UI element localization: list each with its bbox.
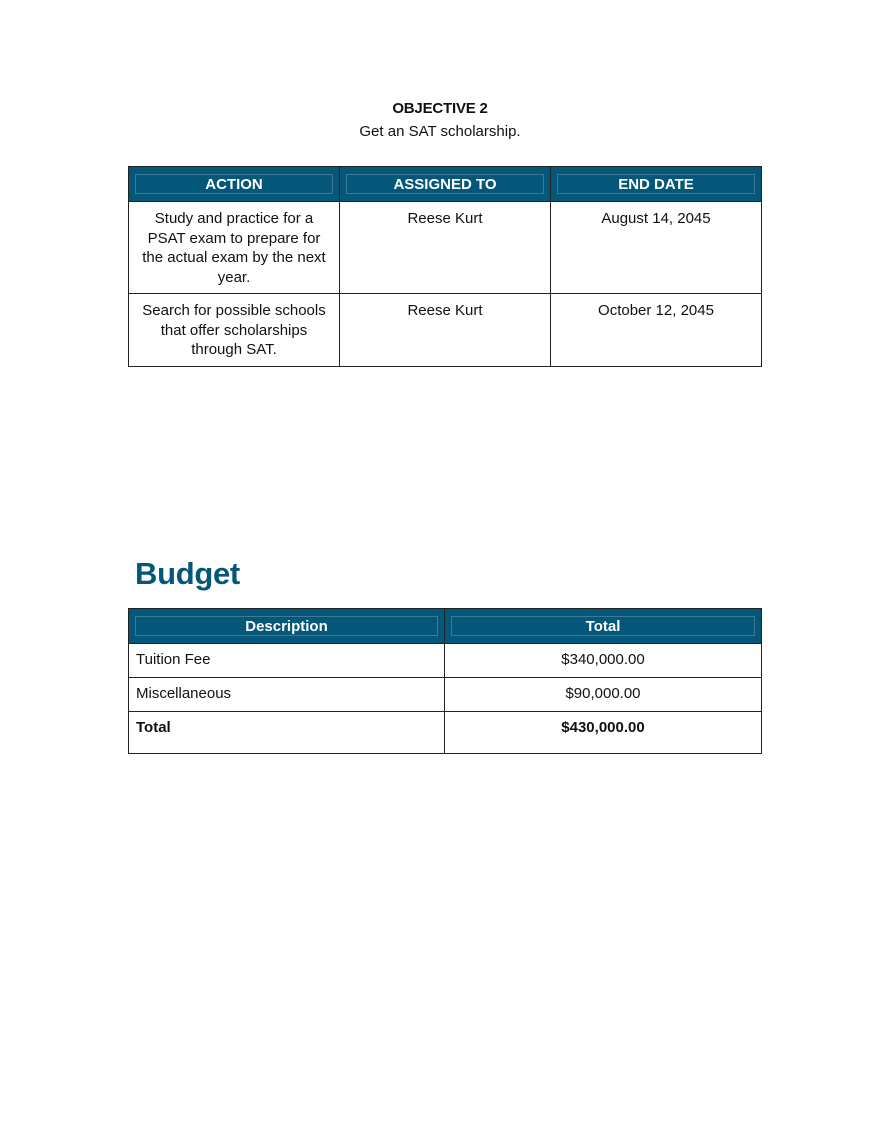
action-table-header-row: [129, 167, 762, 202]
assigned-to-cell: Reese Kurt: [340, 202, 551, 294]
table-row: [129, 644, 762, 678]
end-date-cell: October 12, 2045: [551, 294, 762, 367]
action-cell: Search for possible schools that offer scholarships through SAT.: [129, 294, 340, 367]
column-header-total: Total: [445, 609, 762, 644]
table-row: [129, 294, 762, 367]
amount-cell: $340,000.00: [445, 644, 762, 678]
table-row: [129, 678, 762, 712]
objective-block: [0, 99, 880, 143]
total-label-cell: Total: [129, 712, 445, 754]
column-header-assigned-to: ASSIGNED TO: [340, 167, 551, 202]
budget-table: [128, 608, 762, 754]
description-cell: Tuition Fee: [129, 644, 445, 678]
objective-subtitle: Get an SAT scholarship.: [359, 123, 521, 140]
action-cell: Study and practice for a PSAT exam to prepare for the actual exam by the next year.: [129, 202, 340, 294]
end-date-cell: August 14, 2045: [551, 202, 762, 294]
objective-title: OBJECTIVE 2: [392, 100, 488, 117]
description-cell: Miscellaneous: [129, 678, 445, 712]
column-header-action: ACTION: [129, 167, 340, 202]
amount-cell: $90,000.00: [445, 678, 762, 712]
column-header-end-date: END DATE: [551, 167, 762, 202]
total-amount-cell: $430,000.00: [445, 712, 762, 754]
column-header-description: Description: [129, 609, 445, 644]
budget-heading: Budget: [135, 556, 240, 591]
budget-table-header-row: [129, 609, 762, 644]
action-table: [128, 166, 762, 367]
table-row: [129, 202, 762, 294]
assigned-to-cell: Reese Kurt: [340, 294, 551, 367]
total-row: [129, 712, 762, 754]
